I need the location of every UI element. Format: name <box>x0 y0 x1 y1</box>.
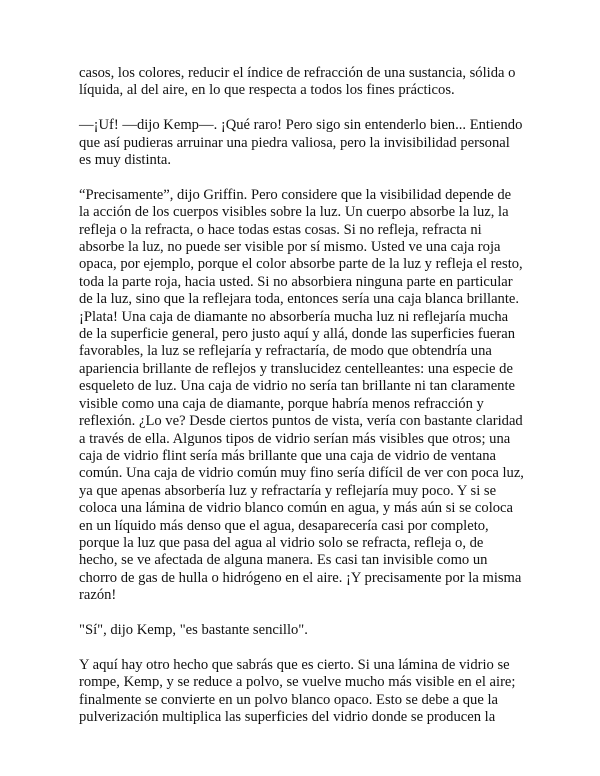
paragraph <box>79 622 529 639</box>
text-line: líquida, al del aire, en lo que respecta a todos los fines prácticos. <box>79 82 455 99</box>
text-line: favorables, la luz se reflejaría y refractaría, de modo que obtendría una <box>79 343 492 360</box>
text-line: razón! <box>79 587 117 604</box>
text-line: de la luz, sino que la reflejara toda, entonces sería una caja blanca brillante. <box>79 291 520 308</box>
text-line: ya que apenas absorbería luz y refractaría y reflejaría muy poco. Y si se <box>79 482 497 499</box>
text-line: “Precisamente”, dijo Griffin. Pero considere que la visibilidad depende de <box>79 186 512 203</box>
text-line: rompe, Kemp, y se reduce a polvo, se vuelve mucho más visible en el aire; <box>79 674 516 691</box>
text-line: casos, los colores, reducir el índice de refracción de una sustancia, sólida o <box>79 65 516 81</box>
text-line: absorbe la luz, no puede ser visible por sí mismo. Usted ve una caja roja <box>79 239 501 256</box>
text-line: la acción de los cuerpos visibles sobre la luz. Un cuerpo absorbe la luz, la <box>79 204 509 221</box>
text-line: refleja o la refracta, o hace todas estas cosas. Si no refleja, refracta ni <box>79 221 482 238</box>
paragraph <box>79 187 529 605</box>
text-line: Y aquí hay otro hecho que sabrás que es cierto. Si una lámina de vidrio se <box>79 656 510 673</box>
text-line: —¡Uf! —dijo Kemp—. ¡Qué raro! Pero sigo sin entenderlo bien... Entiendo <box>79 117 523 134</box>
text-line: caja de vidrio flint sería más brillante que una caja de vidrio de ventana <box>79 447 496 464</box>
text-line: apariencia brillante de reflejos y translucidez centelleantes: una especie de <box>79 360 513 377</box>
text-line: porque la luz que pasa del agua al vidrio solo se refracta, refleja o, de <box>79 534 484 551</box>
text-line: chorro de gas de hulla o hidrógeno en el aire. ¡Y precisamente por la misma <box>79 569 522 586</box>
text-line: pulverización multiplica las superficies del vidrio donde se producen la <box>79 708 496 725</box>
text-line: coloca una lámina de vidrio blanco común en agua, y más aún si se coloca <box>79 500 514 517</box>
text-line: es muy distinta. <box>79 152 172 169</box>
text-line: "Sí", dijo Kemp, "es bastante sencillo". <box>79 621 308 638</box>
text-line: finalmente se convierte en un polvo blanco opaco. Esto se debe a que la <box>79 691 499 708</box>
text-line: visible como una caja de diamante, porque habría menos refracción y <box>79 395 484 412</box>
text-line: que así pudieras arruinar una piedra valiosa, pero la invisibilidad personal <box>79 134 510 151</box>
text-line: común. Una caja de vidrio común muy fino sería difícil de ver con poca luz, <box>79 465 524 482</box>
text-line: ¡Plata! Una caja de diamante no absorbería mucha luz ni reflejaría mucha <box>79 308 509 325</box>
paragraph <box>79 657 529 727</box>
document-body <box>79 65 529 744</box>
text-line: de la superficie general, pero justo aquí y allá, donde las superficies fueran <box>79 326 516 343</box>
paragraph <box>79 65 529 100</box>
paragraph <box>79 117 529 169</box>
text-line: hecho, se ve afectada de alguna manera. Es casi tan invisible como un <box>79 552 488 569</box>
text-line: reflexión. ¿Lo ve? Desde ciertos puntos de vista, vería con bastante claridad <box>79 413 523 430</box>
text-line: a través de ella. Algunos tipos de vidrio serían más visibles que otros; una <box>79 430 511 447</box>
text-line: en un líquido más denso que el agua, desaparecería casi por completo, <box>79 517 489 534</box>
text-line: esqueleto de luz. Una caja de vidrio no sería tan brillante ni tan claramente <box>79 378 516 395</box>
text-line: opaca, por ejemplo, porque el color absorbe parte de la luz y refleja el resto, <box>79 256 523 273</box>
text-line: toda la parte roja, hacia usted. Si no absorbiera ninguna parte en particular <box>79 273 513 290</box>
